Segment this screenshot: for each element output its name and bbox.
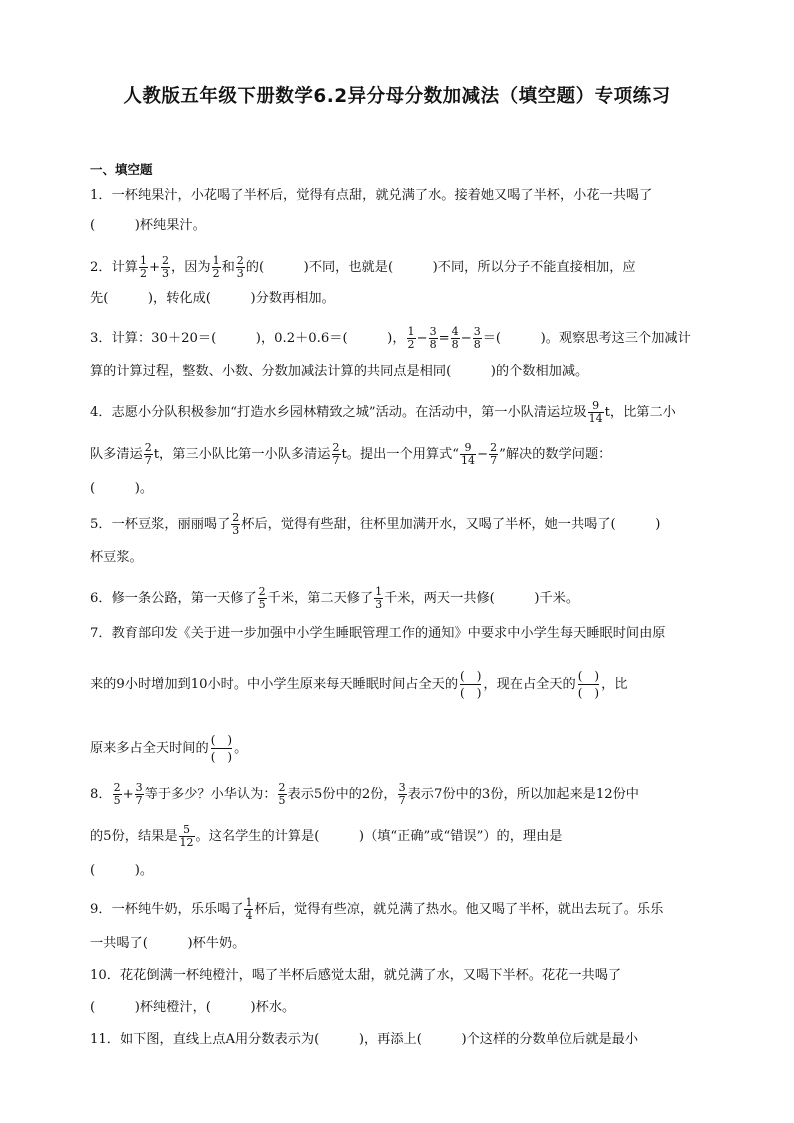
answer-blank[interactable]: ( ): [90, 1000, 140, 1015]
fraction: $\frac{9}{14}$: [588, 399, 603, 425]
answer-blank[interactable]: ( ): [90, 481, 140, 496]
q7-line1: 7．教育部印发《关于进一步加强中小学生睡眠管理工作的通知》中要求中小学生每天睡眠时间由原: [90, 626, 666, 641]
fraction: $\frac{1}{2}$: [212, 254, 220, 280]
answer-blank[interactable]: ( ): [90, 863, 140, 878]
fraction: $\frac{3}{8}$: [429, 325, 437, 351]
fraction: $\frac{2}{5}$: [278, 781, 286, 807]
q9-line1: 9．一杯纯牛奶，乐乐喝了 $\frac{1}{4}$ 杯后，觉得有些凉，就兑满了热水。他又喝了半杯，就出去玩了。乐乐: [90, 896, 664, 922]
fraction-blank[interactable]: ( ) ( ): [577, 669, 600, 700]
q8-line3: ( )。: [90, 863, 154, 878]
fraction: $\frac{9}{14}$: [461, 441, 476, 467]
fraction: $\frac{2}{3}$: [232, 511, 240, 537]
q3-line2: 算的计算过程，整数、小数、分数加减法计算的共同点是相同( )的个数相加减。: [90, 364, 589, 379]
q10-line1: 10．花花倒满一杯纯橙汁，喝了半杯后感觉太甜，就兑满了水，又喝下半杯。花花一共喝了: [90, 968, 622, 983]
fraction: $\frac{1}{2}$: [407, 325, 415, 351]
fraction: $\frac{2}{7}$: [332, 441, 340, 467]
fraction: $\frac{5}{12}$: [179, 823, 194, 849]
answer-blank[interactable]: ( ): [314, 829, 365, 844]
q6-line1: 6．修一条公路，第一天修了 $\frac{2}{5}$ 千米，第二天修了 $\frac{1}{3}$ 千米，两天一共修( )千米。: [90, 585, 580, 611]
fraction: $\frac{3}{7}$: [398, 781, 406, 807]
answer-blank[interactable]: ( ): [205, 1000, 256, 1015]
q1-line2: ( )杯纯果汁。: [90, 218, 206, 233]
q7-line3: 原来多占全天时间的 ( ) ( ) 。: [90, 733, 248, 764]
fraction: $\frac{3}{8}$: [473, 325, 481, 351]
answer-blank[interactable]: ( ): [205, 291, 256, 306]
fraction: $\frac{2}{7}$: [144, 441, 152, 467]
q5-line1: 5．一杯豆浆，丽丽喝了 $\frac{2}{3}$ 杯后，觉得有些甜，往杯里加满开水，又喝了半杯，她一共喝了( ): [90, 511, 661, 537]
fraction-blank[interactable]: ( ) ( ): [460, 669, 482, 700]
q7-line2: 来的9小时增加到10小时。中小学生原来每天睡眠时间占全天的 ( ) ( ) ，现在占全天的 ( ) ( ) ，比: [90, 669, 628, 700]
answer-blank[interactable]: ( ): [211, 331, 261, 346]
q4-line3: ( )。: [90, 481, 154, 496]
answer-blank[interactable]: ( ): [489, 591, 540, 606]
q2-line1: 2．计算 $\frac{1}{2}$ + $\frac{2}{3}$ ，因为 $\frac{1}{2}$ 和 $\frac{2}{3}$ 的( )不同，也就是( )不同，所以分子不能直接相加，应: [90, 254, 636, 280]
q4-line2: 队多清运 $\frac{2}{7}$ t，第三小队比第一小队多清运 $\frac{2}{7}$ t。提出一个用算式“ $\frac{9}{14}$ − $\frac{2}{7}$ ”解决的数学问题：: [90, 441, 612, 467]
fraction: $\frac{1}{3}$: [375, 585, 383, 611]
fraction: $\frac{3}{7}$: [135, 781, 143, 807]
fraction: $\frac{4}{8}$: [451, 325, 459, 351]
q8-line2: 的5份，结果是 $\frac{5}{12}$ 。这名学生的计算是( )（填“正确”或“错误”）的，理由是: [90, 823, 563, 849]
q9-line2: 一共喝了( )杯牛奶。: [90, 936, 246, 951]
q11-line1: 11．如下图，直线上点A用分数表示为( )，再添上( )个这样的分数单位后就是最小: [90, 1032, 639, 1047]
q4-line1: 4．志愿小分队积极参加“打造水乡园林精致之城”活动。在活动中，第一小队清运垃圾 $\frac{9}{14}$ t，比第二小: [90, 399, 676, 425]
answer-blank[interactable]: ( ): [387, 260, 438, 275]
q3-line1: 3．计算：30＋20＝( )，0.2＋0.6＝( )， $\frac{1}{2}$ − $\frac{3}{8}$ = $\frac{4}{8}$ − $\frac{3}{8}$ ＝( )。观察思考这三个加减计: [90, 325, 691, 351]
answer-blank[interactable]: ( ): [103, 291, 154, 306]
fraction: $\frac{2}{5}$: [258, 585, 266, 611]
fraction: $\frac{1}{4}$: [245, 896, 253, 922]
fraction: $\frac{2}{3}$: [162, 254, 170, 280]
section-heading: 一、填空题: [90, 162, 153, 177]
answer-blank[interactable]: ( ): [446, 364, 496, 379]
answer-blank[interactable]: ( ): [142, 936, 193, 951]
page-title: 人教版五年级下册数学6.2异分母分数加减法（填空题）专项练习: [123, 86, 671, 107]
fraction: $\frac{1}{2}$: [139, 254, 147, 280]
answer-blank[interactable]: ( ): [495, 331, 546, 346]
q5-line2: 杯豆浆。: [90, 550, 143, 565]
fraction: $\frac{2}{5}$: [113, 781, 121, 807]
q8-line1: 8． $\frac{2}{5}$ + $\frac{3}{7}$ 等于多少？小华认为： $\frac{2}{5}$ 表示5份中的2份， $\frac{3}{7}$ 表示7份中的3份，所以加起来是12份中: [90, 781, 639, 807]
answer-blank[interactable]: ( ): [342, 331, 393, 346]
answer-blank[interactable]: ( ): [610, 517, 661, 532]
answer-blank[interactable]: ( ): [416, 1032, 467, 1047]
fraction-blank[interactable]: ( ) ( ): [210, 733, 233, 764]
answer-blank[interactable]: ( ): [90, 218, 140, 233]
q2-line2: 先( )，转化成( )分数再相加。: [90, 291, 335, 306]
answer-blank[interactable]: ( ): [314, 1032, 364, 1047]
fraction: $\frac{2}{3}$: [236, 254, 244, 280]
fraction: $\frac{2}{7}$: [490, 441, 498, 467]
q1-line1: 1．一杯纯果汁，小花喝了半杯后，觉得有点甜，就兑满了水。接着她又喝了半杯，小花一共喝了: [90, 188, 653, 203]
q10-line2: ( )杯纯橙汁，( )杯水。: [90, 1000, 296, 1015]
answer-blank[interactable]: ( ): [258, 260, 309, 275]
